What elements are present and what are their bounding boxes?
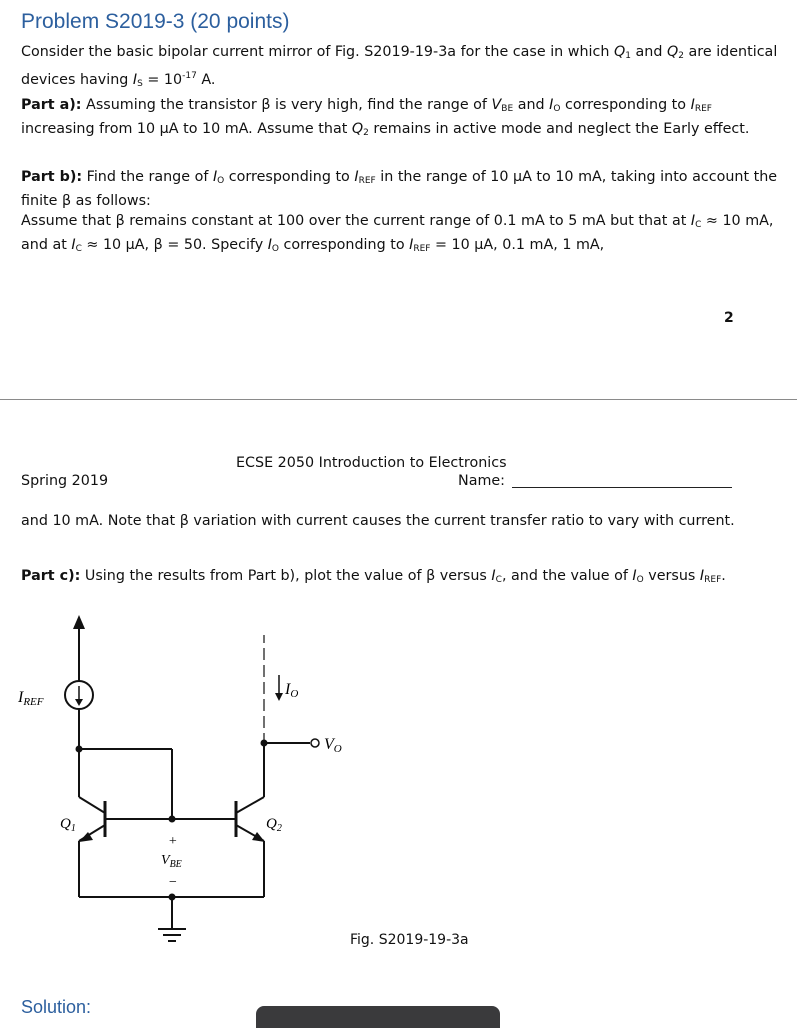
io-arrow — [275, 693, 283, 701]
vbe-label: $V_{BE}$ — [161, 853, 182, 870]
name-label: Name: — [458, 473, 505, 489]
problem-title: Problem S2019-3 (20 points) — [21, 10, 290, 33]
part-b-continued: and 10 mA. Note that β variation with current causes the current transfer ratio to vary with current. — [21, 513, 735, 529]
course-header: ECSE 2050 Introduction to Electronics — [236, 455, 507, 471]
current-mirror-schematic — [0, 605, 797, 945]
intro-paragraph: Consider the basic bipolar current mirror of Fig. S2019-19-3a for the case in which $Q_1$ and $Q_2$ are identical devices having $I_S = 10^{-17}$ A. — [21, 44, 778, 89]
name-underline — [512, 487, 732, 488]
part-c-paragraph: Part c): Using the results from Part b), plot the value of β versus $I_C$, and the value of $I_O$ versus $I_{REF}$. — [21, 568, 726, 585]
floating-toolbar[interactable] — [256, 1006, 500, 1028]
part-a-paragraph: Part a): Assuming the transistor β is very high, find the range of $V_{BE}$ and $I_O$ corresponding to $I_{REF}$ increasing from 10 μA to 10 mA. Assume that $Q_2$ remains in active mode and neglect the Early effect. — [21, 97, 750, 138]
part-a-label: Part a): — [21, 97, 82, 113]
io-label: IO — [285, 681, 299, 700]
page-divider — [0, 399, 797, 400]
term-label: Spring 2019 — [21, 473, 109, 489]
part-b-label: Part b): — [21, 169, 83, 185]
page-number: 2 — [724, 310, 734, 326]
vbe-plus: + — [168, 834, 178, 849]
vo-label: VO — [324, 736, 342, 755]
part-c-label: Part c): — [21, 568, 81, 584]
q1-label: $Q_1$ — [60, 816, 76, 834]
vbe-minus: − — [168, 875, 178, 890]
supply-arrow — [73, 615, 85, 629]
iref-label: IREF — [18, 689, 44, 708]
part-b-paragraph: Part b): Find the range of $I_O$ corresponding to $I_{REF}$ in the range of 10 μA to 10 mA, taking into account the finite β as follows: Assume that β remains constant at 100 over the current range of 0.1 mA to 5 mA but that at $I_C \approx 10$ mA, and at $I_C \approx 10$ μA, β = 50. Specify $I_O$ corresponding to $I_{REF} = 10$ μA, 0.1 mA, 1 mA, — [21, 169, 778, 254]
solution-label: Solution: — [21, 997, 92, 1017]
figure-caption: Fig. S2019-19-3a — [350, 932, 469, 948]
q2-label: $Q_2$ — [266, 816, 282, 834]
vo-terminal — [311, 739, 319, 747]
